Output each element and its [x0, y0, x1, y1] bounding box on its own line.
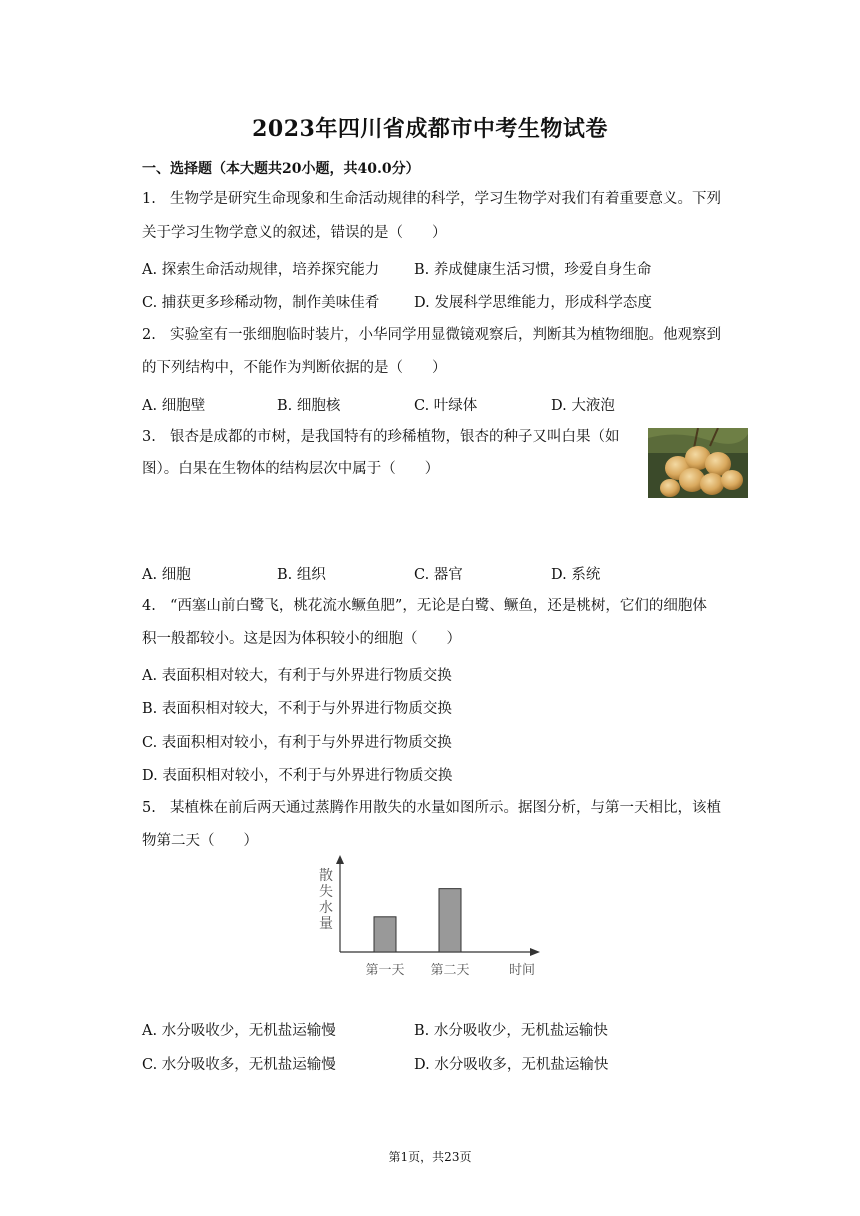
y-label-char: 水: [319, 900, 333, 916]
question-5-option-b[interactable]: B. 水分吸收少，无机盐运输快: [414, 1023, 608, 1039]
question-number: 5.: [142, 800, 156, 816]
y-axis-arrow: [336, 855, 344, 864]
question-1-option-a[interactable]: A. 探索生命活动规律，培养探究能力: [142, 262, 380, 278]
question-text: “西塞山前白鹭飞，桃花流水鳜鱼肥”，无论是白鹭、鳜鱼，还是桃树，它们的细胞体: [170, 598, 707, 614]
question-1-option-d[interactable]: D. 发展科学思维能力，形成科学态度: [414, 295, 652, 311]
question-3-line-2: 图）。白果在生物体的结构层次中属于（ ）: [142, 461, 440, 477]
x-tick-label: 第一天: [365, 963, 405, 978]
question-4-option-d[interactable]: D. 表面积相对较小，不利于与外界进行物质交换: [142, 768, 453, 784]
question-4-option-b[interactable]: B. 表面积相对较大，不利于与外界进行物质交换: [142, 701, 452, 717]
question-5-line-1: [142, 799, 721, 817]
question-3-option-b[interactable]: B. 组织: [277, 567, 326, 583]
question-text: 某植株在前后两天通过蒸腾作用散失的水量如图所示。据图分析，与第一天相比，该植: [170, 800, 721, 816]
question-1-option-c[interactable]: C. 捕获更多珍稀动物，制作美味佳肴: [142, 295, 380, 311]
section-heading: 一、选择题（本大题共20小题，共40.0分）: [142, 161, 420, 177]
question-1-line-1: [142, 190, 721, 208]
y-axis-label: [319, 867, 333, 932]
water-loss-bar-chart: [310, 852, 560, 982]
question-2-option-c[interactable]: C. 叶绿体: [414, 398, 478, 414]
question-4-option-a[interactable]: A. 表面积相对较大，有利于与外界进行物质交换: [142, 668, 452, 684]
question-3-line-1: [142, 428, 620, 446]
question-5-option-c[interactable]: C. 水分吸收多，无机盐运输慢: [142, 1057, 336, 1073]
bar-1: [374, 917, 396, 952]
question-text: 实验室有一张细胞临时装片，小华同学用显微镜观察后，判断其为植物细胞。他观察到: [170, 327, 721, 343]
question-number: 2.: [142, 327, 156, 343]
question-number: 3.: [142, 429, 156, 445]
x-axis-arrow: [530, 948, 540, 956]
question-1-line-2: 关于学习生物学意义的叙述，错误的是（ ）: [142, 225, 447, 241]
ginkgo-seed-photo: [648, 428, 748, 498]
question-1-option-b[interactable]: B. 养成健康生活习惯，珍爱自身生命: [414, 262, 652, 278]
question-5-line-2: 物第二天（ ）: [142, 833, 258, 849]
question-2-option-a[interactable]: A. 细胞壁: [142, 398, 206, 414]
question-4-line-1: [142, 597, 707, 615]
y-label-char: 量: [319, 916, 333, 932]
y-label-char: 散: [319, 868, 333, 884]
question-number: 4.: [142, 598, 156, 614]
x-tick-label: 第二天: [430, 963, 470, 978]
bar-2: [439, 889, 461, 952]
page-title: 2023年四川省成都市中考生物试卷: [252, 116, 608, 142]
question-2-option-d[interactable]: D. 大液泡: [551, 398, 615, 414]
question-2-option-b[interactable]: B. 细胞核: [277, 398, 341, 414]
question-text: 生物学是研究生命现象和生命活动规律的科学，学习生物学对我们有着重要意义。下列: [170, 191, 721, 207]
question-number: 1.: [142, 191, 156, 207]
question-2-line-1: [142, 326, 721, 344]
question-5-option-a[interactable]: A. 水分吸收少，无机盐运输慢: [142, 1023, 336, 1039]
question-2-line-2: 的下列结构中，不能作为判断依据的是（ ）: [142, 360, 447, 376]
question-4-option-c[interactable]: C. 表面积相对较小，有利于与外界进行物质交换: [142, 735, 452, 751]
page-footer: 第1页，共23页: [388, 1150, 472, 1164]
question-3-option-a[interactable]: A. 细胞: [142, 567, 191, 583]
question-5-option-d[interactable]: D. 水分吸收多，无机盐运输快: [414, 1057, 609, 1073]
question-3-option-d[interactable]: D. 系统: [551, 567, 601, 583]
question-text: 银杏是成都的市树，是我国特有的珍稀植物，银杏的种子又叫白果（如: [170, 429, 620, 445]
y-label-char: 失: [319, 884, 333, 900]
question-3-option-c[interactable]: C. 器官: [414, 567, 463, 583]
x-axis-label: 时间: [508, 963, 536, 978]
question-4-line-2: 积一般都较小。这是因为体积较小的细胞（ ）: [142, 631, 461, 647]
